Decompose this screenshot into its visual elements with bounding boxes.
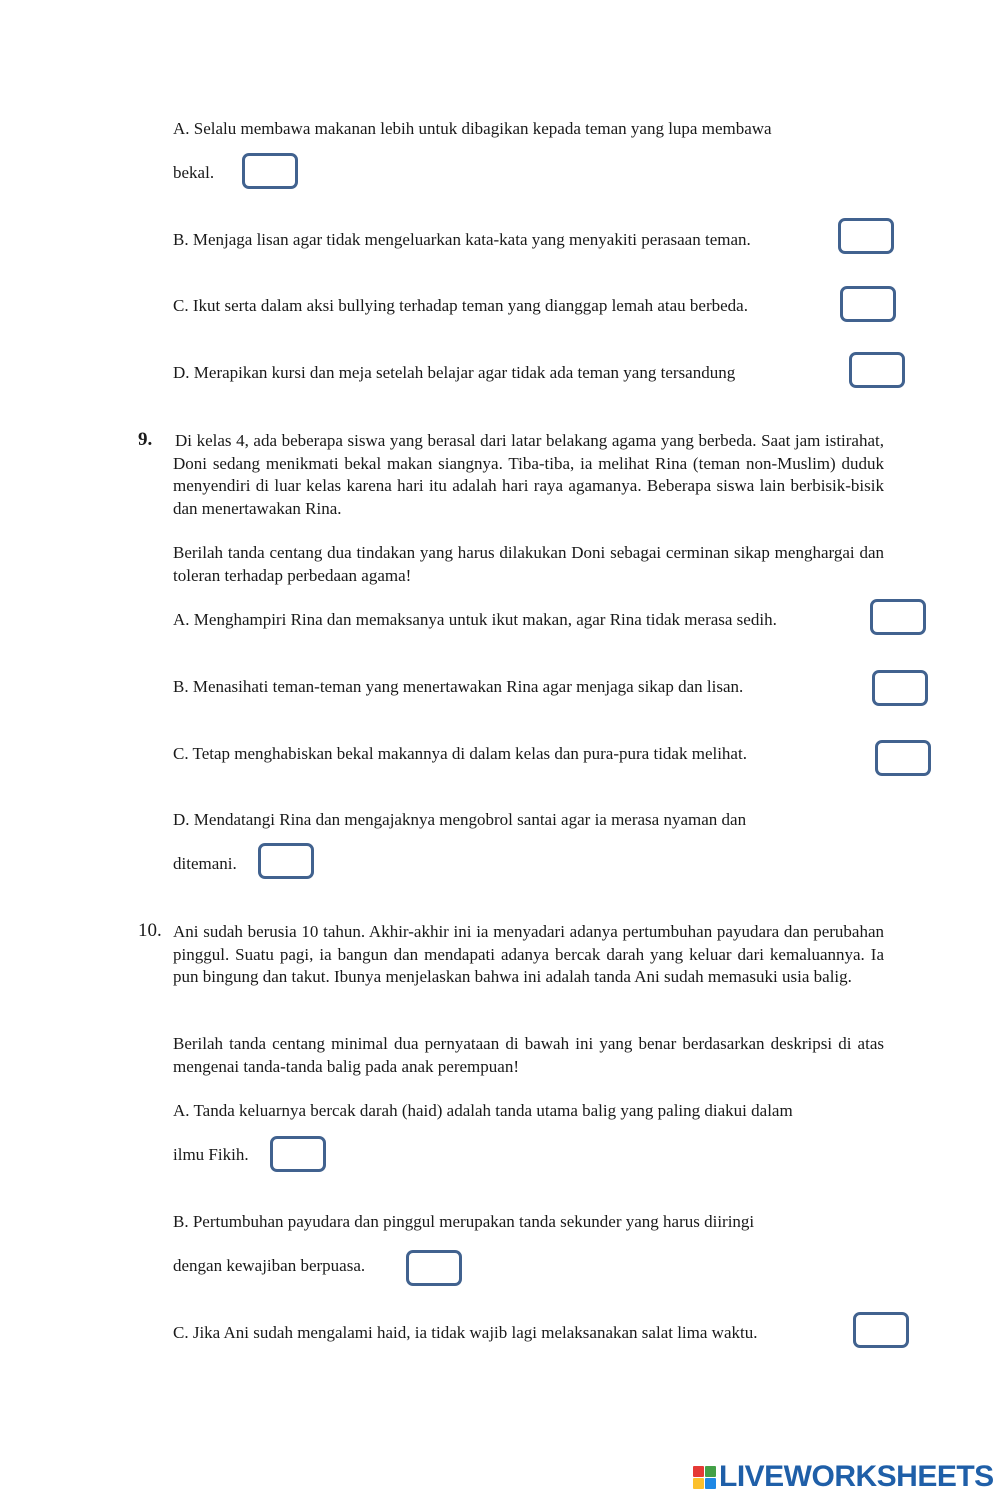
- q8-option-a-line2: bekal.: [173, 163, 215, 182]
- logo-square-yellow: [693, 1478, 704, 1489]
- q8-option-c-checkbox[interactable]: [840, 286, 896, 322]
- logo-square-green: [705, 1466, 716, 1477]
- logo-square-blue: [705, 1478, 716, 1489]
- q9-option-d-line1: D. Mendatangi Rina dan mengajaknya mengobrol santai agar ia merasa nyaman dan: [173, 810, 747, 829]
- q8-option-d-checkbox[interactable]: [849, 352, 905, 388]
- liveworksheets-brand: [693, 1461, 994, 1493]
- q10-option-c-text: C. Jika Ani sudah mengalami haid, ia tidak wajib lagi melaksanakan salat lima waktu.: [173, 1323, 758, 1342]
- q8-option-b-text: B. Menjaga lisan agar tidak mengeluarkan kata-kata yang menyakiti perasaan teman.: [173, 230, 751, 249]
- q8-option-b-checkbox[interactable]: [838, 218, 894, 254]
- q10-option-c-checkbox[interactable]: [853, 1312, 909, 1348]
- liveworksheets-logo-icon: [693, 1466, 716, 1489]
- q9-option-b-checkbox[interactable]: [872, 670, 928, 706]
- q9-option-d-checkbox[interactable]: [258, 843, 314, 879]
- q8-option-a-line1: A. Selalu membawa makanan lebih untuk dibagikan kepada teman yang lupa membawa: [173, 119, 772, 138]
- logo-square-red: [693, 1466, 704, 1477]
- q9-story: Di kelas 4, ada beberapa siswa yang berasal dari latar belakang agama yang berbeda. Saat jam istirahat, Doni sedang menikmati bekal makan siangnya. Tiba-tiba, ia melihat Rina (teman non-Muslim) duduk menyendiri di luar kelas karena hari itu adalah hari raya agamanya. Beberapa siswa lain berbisik-bisik dan menertawakan Rina.: [173, 431, 884, 518]
- q9-option-a-checkbox[interactable]: [870, 599, 926, 635]
- q10-option-b-line2: dengan kewajiban berpuasa.: [173, 1256, 366, 1275]
- q10-number: 10.: [138, 920, 162, 941]
- q9-number: 9.: [138, 429, 153, 450]
- q10-option-b-checkbox[interactable]: [406, 1250, 462, 1286]
- q9-option-b-text: B. Menasihati teman-teman yang menertawakan Rina agar menjaga sikap dan lisan.: [173, 677, 744, 696]
- q10-option-a-line1: A. Tanda keluarnya bercak darah (haid) adalah tanda utama balig yang paling diakui dalam: [173, 1101, 793, 1120]
- q10-story: Ani sudah berusia 10 tahun. Akhir-akhir ini ia menyadari adanya pertumbuhan payudara dan perubahan pinggul. Suatu pagi, ia bangun dan mendapati adanya bercak darah yang keluar dari kemaluannya. Ia pun bingung dan takut. Ibunya menjelaskan bahwa ini adalah tanda Ani sudah memasuki usia balig.: [173, 922, 884, 986]
- q9-option-a-text: A. Menghampiri Rina dan memaksanya untuk ikut makan, agar Rina tidak merasa sedih.: [173, 610, 777, 629]
- q10-option-b-line1: B. Pertumbuhan payudara dan pinggul merupakan tanda sekunder yang harus diiringi: [173, 1212, 755, 1231]
- brand-name: LIVEWORKSHEETS: [719, 1460, 994, 1493]
- q10-option-a-checkbox[interactable]: [270, 1136, 326, 1172]
- q8-option-c-text: C. Ikut serta dalam aksi bullying terhadap teman yang dianggap lemah atau berbeda.: [173, 296, 748, 315]
- q9-option-d-line2: ditemani.: [173, 854, 237, 873]
- q9-option-c-text: C. Tetap menghabiskan bekal makannya di dalam kelas dan pura-pura tidak melihat.: [173, 744, 747, 763]
- q10-instruction: Berilah tanda centang minimal dua pernyataan di bawah ini yang benar berdasarkan deskripsi di atas mengenai tanda-tanda balig pada anak perempuan!: [173, 1034, 884, 1076]
- q9-instruction: Berilah tanda centang dua tindakan yang harus dilakukan Doni sebagai cerminan sikap menghargai dan toleran terhadap perbedaan agama!: [173, 543, 884, 585]
- q10-option-a-line2: ilmu Fikih.: [173, 1145, 249, 1164]
- q8-option-d-text: D. Merapikan kursi dan meja setelah belajar agar tidak ada teman yang tersandung: [173, 363, 736, 382]
- q8-option-a-checkbox[interactable]: [242, 153, 298, 189]
- q9-option-c-checkbox[interactable]: [875, 740, 931, 776]
